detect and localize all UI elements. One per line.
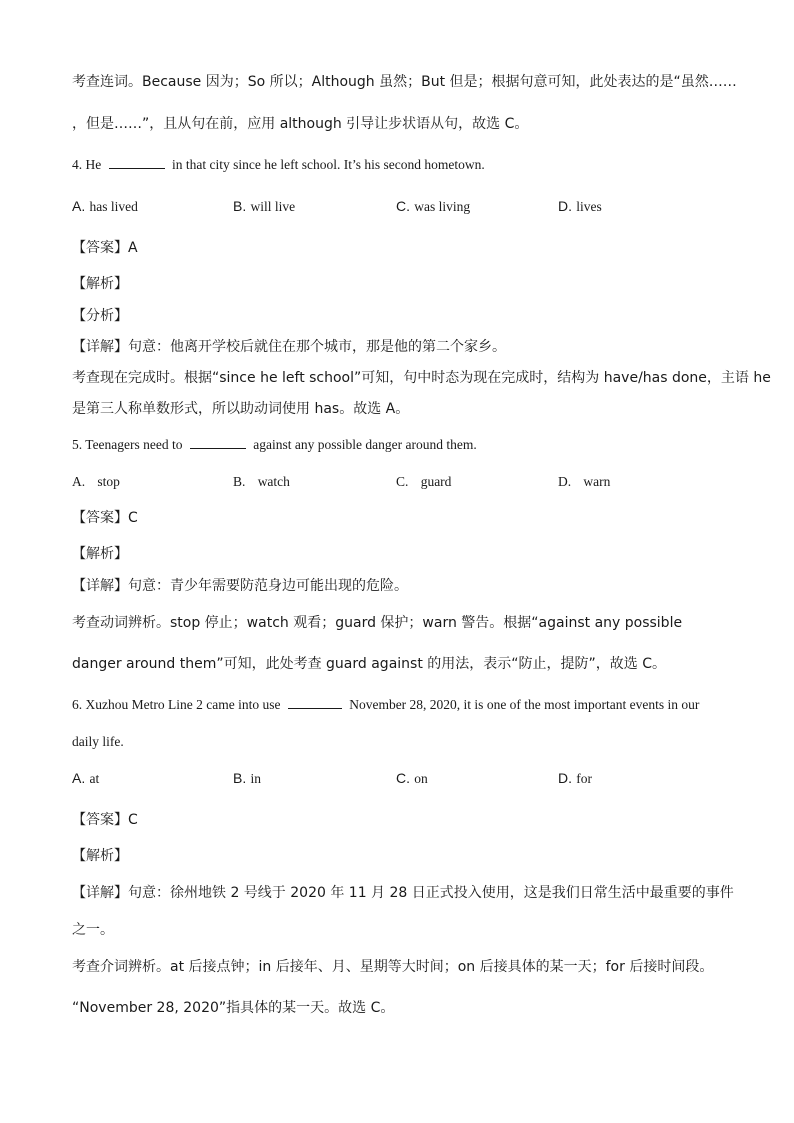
q5-option-b: [233, 473, 290, 491]
q4-explanation-line-2: 是第三人称单数形式，所以助动词使用 has。故选 A。: [72, 401, 410, 417]
q4-option-b: [233, 197, 295, 216]
option-letter: A.: [72, 770, 86, 786]
option-text: has lived: [89, 199, 138, 214]
answer-blank: [288, 696, 342, 709]
q6-option-a: [72, 769, 99, 788]
q4-option-d: [558, 197, 602, 216]
answer-blank: [190, 436, 246, 449]
option-text: warn: [583, 474, 611, 489]
question-6-stem: [72, 696, 699, 714]
q4-option-a: [72, 197, 138, 216]
option-text: guard: [420, 474, 452, 489]
option-text: was living: [414, 199, 471, 214]
option-text: on: [414, 771, 428, 786]
option-letter: D.: [558, 770, 572, 786]
question-number: 6.: [72, 697, 83, 712]
option-letter: A.: [72, 198, 86, 214]
question-number: 5.: [72, 437, 83, 452]
option-text: stop: [97, 474, 120, 489]
option-text: watch: [257, 474, 290, 489]
stem-before-blank: Teenagers need to: [85, 437, 183, 452]
option-letter: C.: [396, 770, 410, 786]
question-5-stem: [72, 436, 477, 454]
q6-option-c: [396, 769, 428, 788]
q5-analysis-label: 【解析】: [72, 546, 128, 562]
question-number: 4.: [72, 157, 83, 172]
q5-option-d: [558, 473, 610, 491]
stem-after-blank: in that city since he left school. It’s his second hometown.: [172, 157, 485, 172]
q4-answer: 【答案】A: [72, 240, 138, 256]
q6-detail-line-1: 【详解】句意：徐州地铁 2 号线于 2020 年 11 月 28 日正式投入使用，这是我们日常生活中最重要的事件: [72, 885, 734, 901]
q6-explanation-line-1: 考查介词辨析。at 后接点钟；in 后接年、月、星期等大时间；on 后接具体的某一天；for 后接时间段。: [72, 959, 714, 975]
q6-answer: 【答案】C: [72, 812, 138, 828]
q6-option-b: [233, 769, 261, 788]
question-4-stem: [72, 156, 485, 174]
stem-before-blank: He: [85, 157, 102, 172]
q5-explanation-line-2: danger around them”可知，此处考查 guard against 的用法，表示“防止，提防”，故选 C。: [72, 656, 666, 672]
stem-after-blank: November 28, 2020, it is one of the most important events in our: [349, 697, 700, 712]
q4-explanation-line-1: 考查现在完成时。根据“since he left school”可知，句中时态为现在完成时，结构为 have/has done，主语 he: [72, 370, 771, 386]
option-letter: D.: [558, 474, 572, 489]
stem-after-blank: against any possible danger around them.: [253, 437, 477, 452]
option-text: at: [89, 771, 100, 786]
q5-detail: 【详解】句意：青少年需要防范身边可能出现的危险。: [72, 578, 408, 594]
option-letter: D.: [558, 198, 572, 214]
option-letter: B.: [233, 474, 246, 489]
explanation-conj-line-2: ，但是……”，且从句在前，应用 although 引导让步状语从句，故选 C。: [72, 116, 529, 132]
option-letter: B.: [233, 770, 247, 786]
stem-before-blank: Xuzhou Metro Line 2 came into use: [85, 697, 281, 712]
option-letter: C.: [396, 474, 409, 489]
explanation-conj-line-1: 考查连词。Because 因为；So 所以；Although 虽然；But 但是；根据句意可知，此处表达的是“虽然……: [72, 74, 737, 90]
option-letter: B.: [233, 198, 247, 214]
q6-option-d: [558, 769, 592, 788]
q4-detail: 【详解】句意：他离开学校后就住在那个城市，那是他的第二个家乡。: [72, 339, 506, 355]
q4-option-c: [396, 197, 470, 216]
q5-option-a: [72, 473, 120, 491]
option-letter: A.: [72, 474, 86, 489]
q6-explanation-line-2: “November 28, 2020”指具体的某一天。故选 C。: [72, 1000, 395, 1016]
q4-fenxi-label: 【分析】: [72, 308, 128, 324]
q6-analysis-label: 【解析】: [72, 848, 128, 864]
q5-answer: 【答案】C: [72, 510, 138, 526]
option-text: will live: [250, 199, 296, 214]
option-text: for: [576, 771, 593, 786]
answer-blank: [109, 156, 165, 169]
q5-option-c: [396, 473, 451, 491]
option-text: in: [250, 771, 262, 786]
q5-explanation-line-1: 考查动词辨析。stop 停止；watch 观看；guard 保护；warn 警告。根据“against any possible: [72, 615, 683, 631]
q4-analysis-label: 【解析】: [72, 276, 128, 292]
q6-detail-line-2: 之一。: [72, 922, 114, 938]
option-letter: C.: [396, 198, 410, 214]
question-6-stem-line-2: daily life.: [72, 734, 124, 749]
option-text: lives: [576, 199, 602, 214]
